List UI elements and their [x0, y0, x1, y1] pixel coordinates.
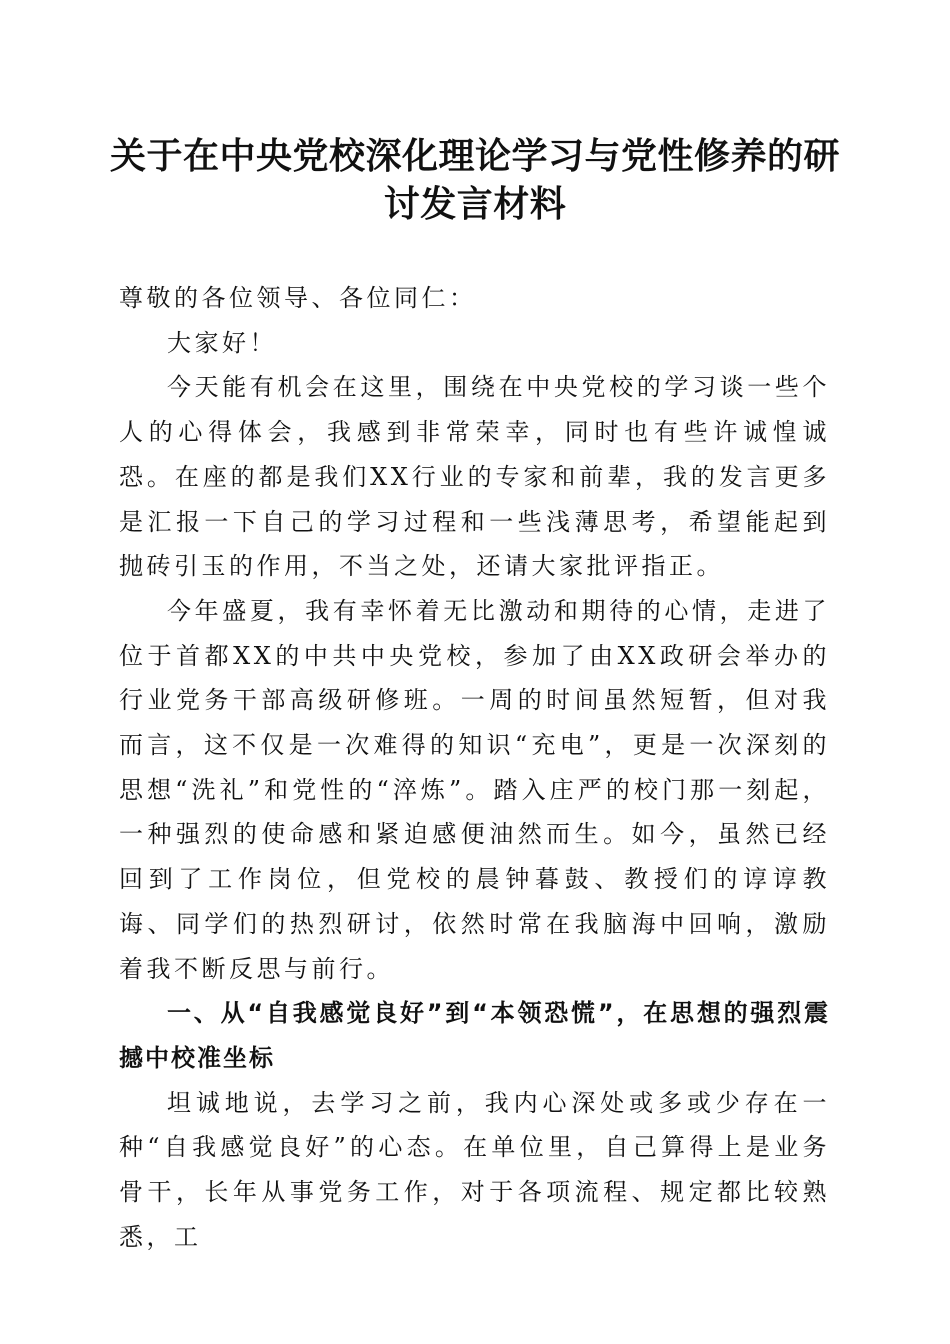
title-line-2: 讨发言材料 [383, 183, 567, 225]
greeting: 大家好！ [167, 328, 277, 357]
salutation: 尊敬的各位领导、各位同仁： [119, 284, 477, 312]
document-title [100, 132, 850, 228]
document-body [119, 276, 830, 1259]
title-line-1: 关于在中央党校深化理论学习与党性修养的研 [109, 135, 840, 177]
paragraph-1: 今天能有机会在这里，围绕在中央党校的学习谈一些个人的心得体会，我感到非常荣幸，同时也有些许诚惶诚恐。在座的都是我们XX行业的专家和前辈，我的发言更多是汇报一下自己的学习过程和一些浅薄思考，希望能起到抛砖引玉的作用，不当之处，还请大家批评指正。 [119, 373, 830, 581]
section-heading-1: 一、从“自我感觉良好”到“本领恐慌”，在思想的强烈震撼中校准坐标 [119, 999, 830, 1072]
paragraph-2: 今年盛夏，我有幸怀着无比激动和期待的心情，走进了位于首都XX的中共中央党校，参加了由XX政研会举办的行业党务干部高级研修班。一周的时间虽然短暂，但对我而言，这不仅是一次难得的知识“充电”，更是一次深刻的思想“洗礼”和党性的“淬炼”。踏入庄严的校门那一刻起，一种强烈的使命感和紧迫感便油然而生。如今，虽然已经回到了工作岗位，但党校的晨钟暮鼓、教授们的谆谆教诲、同学们的热烈研讨，依然时常在我脑海中回响，激励着我不断反思与前行。 [119, 596, 830, 983]
paragraph-3: 坦诚地说，去学习之前，我内心深处或多或少存在一种“自我感觉良好”的心态。在单位里，自己算得上是业务骨干，长年从事党务工作，对于各项流程、规定都比较熟悉，工 [119, 1088, 830, 1251]
